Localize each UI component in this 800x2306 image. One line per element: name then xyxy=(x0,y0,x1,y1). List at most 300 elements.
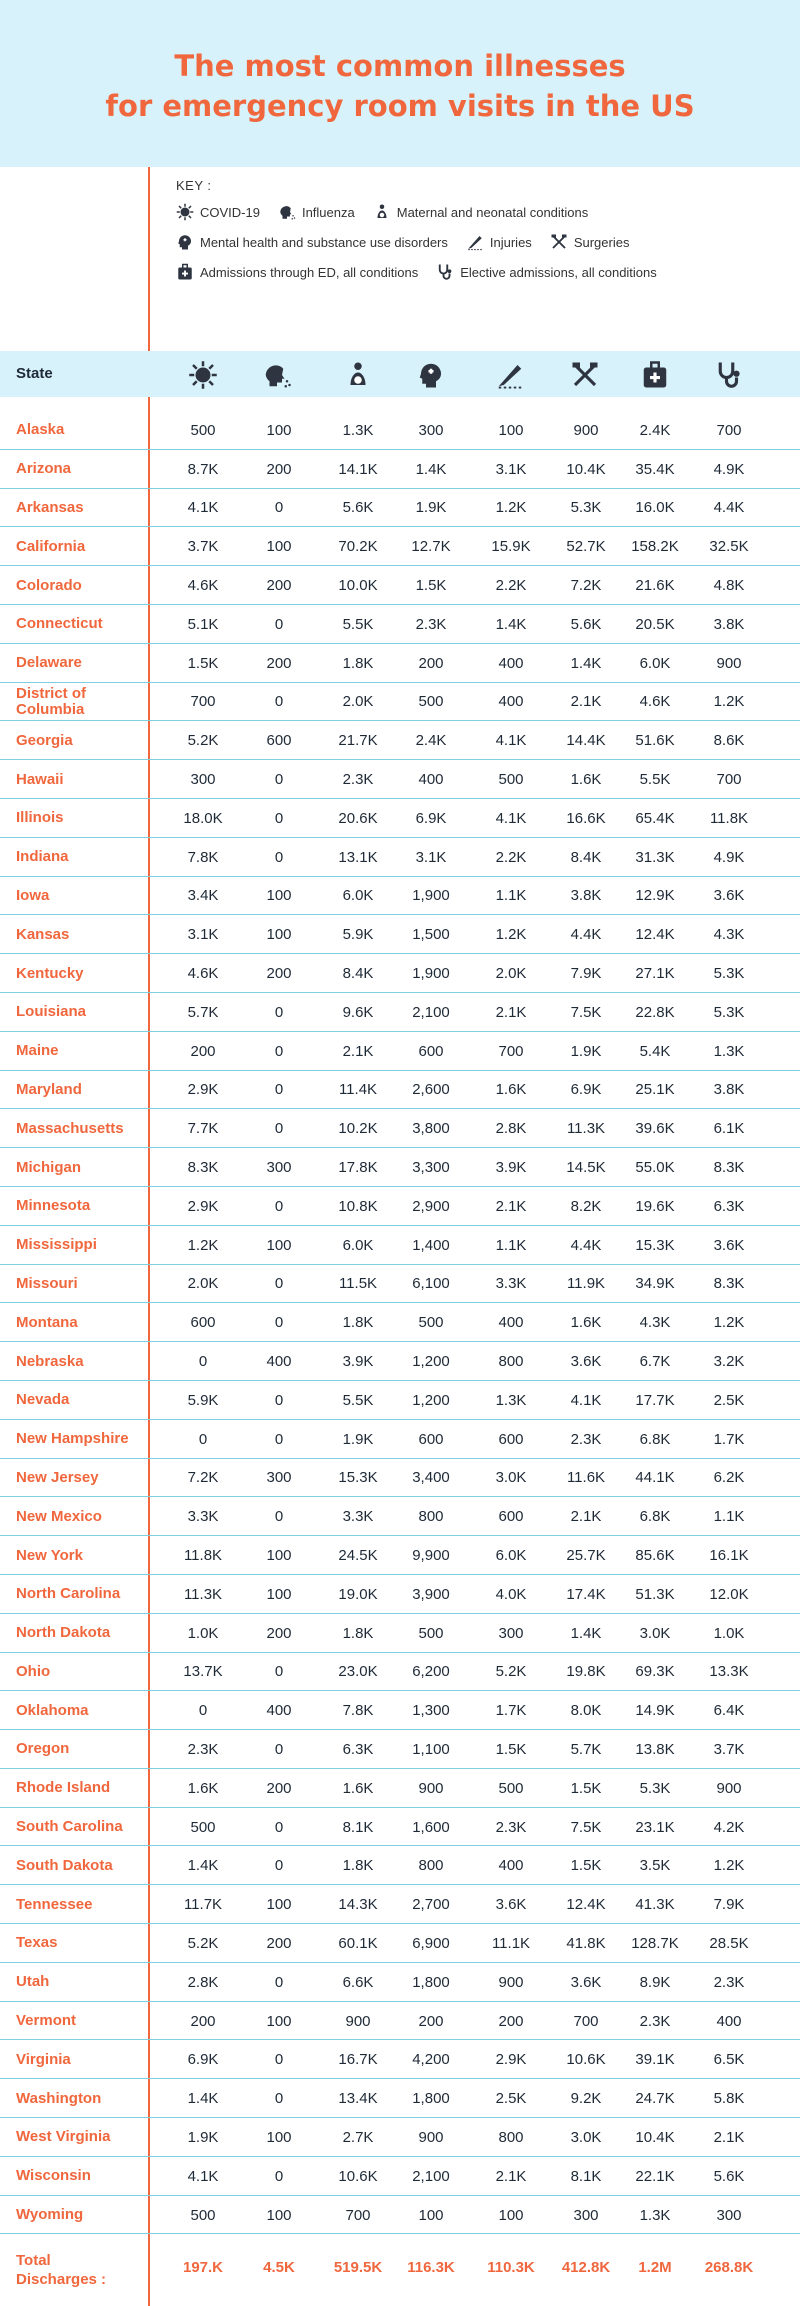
cell-injuries: 400 xyxy=(498,1857,524,1875)
title-line-2: for emergency room visits in the US xyxy=(105,89,695,123)
table-row xyxy=(0,1459,800,1498)
cell-elective: 6.4K xyxy=(713,1702,745,1720)
cell-covid: 4.6K xyxy=(187,577,219,595)
cell-influenza: 200 xyxy=(266,965,292,983)
table-row xyxy=(0,1575,800,1614)
cell-covid: 700 xyxy=(190,693,216,711)
cell-surgeries: 4.1K xyxy=(570,1391,602,1409)
table-row xyxy=(0,450,800,489)
table-row xyxy=(0,1071,800,1110)
state-name: North Carolina xyxy=(16,1585,121,1603)
cell-elective: 6.5K xyxy=(713,2051,745,2069)
total-surgeries: 412.8K xyxy=(561,2259,611,2276)
cell-elective: 3.7K xyxy=(713,1740,745,1758)
totals-label xyxy=(16,2251,146,2289)
cell-maternal: 14.1K xyxy=(338,460,378,478)
cell-elective: 5.8K xyxy=(713,2090,745,2108)
table-row xyxy=(0,1497,800,1536)
cell-mental-health: 1,500 xyxy=(412,926,450,944)
legend-mental-label: Mental health and substance use disorders xyxy=(200,234,448,250)
legend-admissions-label: Admissions through ED, all conditions xyxy=(200,264,419,280)
cell-surgeries: 7.2K xyxy=(570,577,602,595)
cell-injuries: 1.3K xyxy=(495,1391,527,1409)
cell-elective: 3.6K xyxy=(713,887,745,905)
table-row xyxy=(0,1342,800,1381)
cell-influenza: 0 xyxy=(274,1003,284,1021)
cell-mental-health: 600 xyxy=(418,1430,444,1448)
cell-maternal: 1.6K xyxy=(342,1779,374,1797)
cell-maternal: 10.6K xyxy=(338,2167,378,2185)
cell-admissions: 44.1K xyxy=(635,1469,675,1487)
cell-maternal: 13.1K xyxy=(338,848,378,866)
cell-influenza: 0 xyxy=(274,1314,284,1332)
cell-elective: 6.3K xyxy=(713,1197,745,1215)
cell-influenza: 100 xyxy=(266,926,292,944)
table-row xyxy=(0,644,800,683)
cell-influenza: 0 xyxy=(274,1508,284,1526)
cell-surgeries: 1.9K xyxy=(570,1042,602,1060)
cell-influenza: 0 xyxy=(274,693,284,711)
cell-maternal: 9.6K xyxy=(342,1003,374,1021)
cell-elective: 8.6K xyxy=(713,732,745,750)
cell-covid: 18.0K xyxy=(183,809,223,827)
totals-label-line-1: Total xyxy=(16,2252,51,2269)
cell-injuries: 1.2K xyxy=(495,926,527,944)
cell-covid: 500 xyxy=(190,2206,216,2224)
table-row xyxy=(0,1924,800,1963)
cell-surgeries: 4.4K xyxy=(570,1236,602,1254)
cell-admissions: 35.4K xyxy=(635,460,675,478)
table-row xyxy=(0,1187,800,1226)
cell-admissions: 17.7K xyxy=(635,1391,675,1409)
table-row xyxy=(0,1226,800,1265)
cell-admissions: 69.3K xyxy=(635,1663,675,1681)
table-row xyxy=(0,683,800,722)
legend-maternal xyxy=(373,203,589,221)
table-row xyxy=(0,1303,800,1342)
table-row xyxy=(0,760,800,799)
legend-maternal-label: Maternal and neonatal conditions xyxy=(396,204,589,220)
cell-covid: 1.0K xyxy=(187,1624,219,1642)
state-name: California xyxy=(16,537,86,555)
cell-admissions: 22.1K xyxy=(635,2167,675,2185)
admissions-icon xyxy=(176,263,194,281)
cell-mental-health: 1,300 xyxy=(412,1702,450,1720)
cell-injuries: 1.4K xyxy=(495,615,527,633)
injuries-icon xyxy=(495,360,525,390)
cell-admissions: 128.7K xyxy=(631,1934,679,1952)
state-name: Illinois xyxy=(16,809,64,827)
cell-maternal: 5.9K xyxy=(342,926,374,944)
cell-elective: 5.3K xyxy=(713,1003,745,1021)
total-injuries: 110.3K xyxy=(487,2259,535,2276)
cell-mental-health: 2.4K xyxy=(415,732,447,750)
covid-icon xyxy=(176,203,194,221)
cell-covid: 200 xyxy=(190,2012,216,2030)
cell-injuries: 1.5K xyxy=(495,1740,527,1758)
cell-covid: 5.2K xyxy=(187,732,219,750)
cell-covid: 0 xyxy=(198,1702,208,1720)
cell-injuries: 3.0K xyxy=(495,1469,527,1487)
cell-mental-health: 500 xyxy=(418,693,444,711)
cell-surgeries: 8.4K xyxy=(570,848,602,866)
cell-elective: 1.3K xyxy=(713,1042,745,1060)
cell-admissions: 51.3K xyxy=(635,1585,675,1603)
cell-surgeries: 1.5K xyxy=(570,1779,602,1797)
cell-elective: 900 xyxy=(716,654,742,672)
cell-covid: 600 xyxy=(190,1314,216,1332)
cell-covid: 13.7K xyxy=(183,1663,223,1681)
legend-elective-label: Elective admissions, all conditions xyxy=(460,264,657,280)
table-row xyxy=(0,721,800,760)
cell-admissions: 16.0K xyxy=(635,499,675,517)
state-name: Georgia xyxy=(16,731,73,749)
cell-elective: 1.2K xyxy=(713,1314,745,1332)
cell-elective: 700 xyxy=(716,421,742,439)
state-name: Oregon xyxy=(16,1740,70,1758)
state-name: Wyoming xyxy=(16,2206,84,2224)
cell-maternal: 900 xyxy=(345,2012,371,2030)
cell-maternal: 2.1K xyxy=(342,1042,374,1060)
cell-injuries: 2.3K xyxy=(495,1818,527,1836)
cell-injuries: 1.7K xyxy=(495,1702,527,1720)
cell-admissions: 24.7K xyxy=(635,2090,675,2108)
cell-covid: 5.7K xyxy=(187,1003,219,1021)
cell-injuries: 5.2K xyxy=(495,1663,527,1681)
cell-injuries: 700 xyxy=(498,1042,524,1060)
cell-elective: 5.6K xyxy=(713,2167,745,2185)
cell-injuries: 500 xyxy=(498,1779,524,1797)
cell-admissions: 4.6K xyxy=(639,693,671,711)
cell-influenza: 200 xyxy=(266,577,292,595)
cell-covid: 6.9K xyxy=(187,2051,219,2069)
cell-admissions: 6.7K xyxy=(639,1353,671,1371)
cell-maternal: 2.7K xyxy=(342,2128,374,2146)
cell-elective: 3.8K xyxy=(713,1081,745,1099)
table-row xyxy=(0,1032,800,1071)
state-name: Colorado xyxy=(16,576,82,594)
cell-elective: 300 xyxy=(716,2206,742,2224)
table-row xyxy=(0,1109,800,1148)
cell-surgeries: 8.0K xyxy=(570,1702,602,1720)
cell-elective: 3.2K xyxy=(713,1353,745,1371)
cell-elective: 2.1K xyxy=(713,2128,745,2146)
table-row xyxy=(0,1691,800,1730)
cell-influenza: 0 xyxy=(274,2090,284,2108)
cell-elective: 4.2K xyxy=(713,1818,745,1836)
cell-influenza: 0 xyxy=(274,1857,284,1875)
cell-influenza: 0 xyxy=(274,615,284,633)
injuries-icon xyxy=(466,233,484,251)
totals-row xyxy=(0,2233,800,2306)
cell-admissions: 8.9K xyxy=(639,1973,671,1991)
state-name: North Dakota xyxy=(16,1624,111,1642)
cell-elective: 4.4K xyxy=(713,499,745,517)
cell-injuries: 15.9K xyxy=(491,538,531,556)
cell-maternal: 16.7K xyxy=(338,2051,378,2069)
totals-label-line-2: Discharges : xyxy=(16,2271,107,2288)
state-name: Michigan xyxy=(16,1158,82,1176)
legend-injuries-label: Injuries xyxy=(489,234,532,250)
cell-covid: 3.1K xyxy=(187,926,219,944)
cell-admissions: 65.4K xyxy=(635,809,675,827)
cell-influenza: 200 xyxy=(266,460,292,478)
cell-injuries: 2.8K xyxy=(495,1120,527,1138)
cell-mental-health: 300 xyxy=(418,421,444,439)
cell-influenza: 0 xyxy=(274,2051,284,2069)
cell-surgeries: 6.9K xyxy=(570,1081,602,1099)
cell-injuries: 600 xyxy=(498,1508,524,1526)
cell-maternal: 10.0K xyxy=(338,577,378,595)
cell-admissions: 12.4K xyxy=(635,926,675,944)
table-row xyxy=(0,1730,800,1769)
cell-surgeries: 900 xyxy=(573,421,599,439)
table-row xyxy=(0,489,800,528)
cell-covid: 2.0K xyxy=(187,1275,219,1293)
cell-surgeries: 12.4K xyxy=(566,1896,606,1914)
total-influenza: 4.5K xyxy=(263,2259,295,2276)
cell-elective: 28.5K xyxy=(709,1934,749,1952)
cell-covid: 1.4K xyxy=(187,2090,219,2108)
cell-covid: 11.7K xyxy=(183,1896,223,1914)
cell-surgeries: 5.6K xyxy=(570,615,602,633)
cell-injuries: 100 xyxy=(498,421,524,439)
cell-maternal: 5.6K xyxy=(342,499,374,517)
cell-maternal: 11.4K xyxy=(338,1081,378,1099)
cell-injuries: 400 xyxy=(498,1314,524,1332)
state-name: District of Columbia xyxy=(16,684,87,718)
cell-mental-health: 900 xyxy=(418,2128,444,2146)
state-name: Montana xyxy=(16,1313,78,1331)
cell-admissions: 85.6K xyxy=(635,1547,675,1564)
total-mental-health: 116.3K xyxy=(407,2259,455,2276)
cell-admissions: 39.6K xyxy=(635,1120,675,1138)
cell-surgeries: 7.5K xyxy=(570,1003,602,1021)
cell-influenza: 100 xyxy=(266,2012,292,2030)
legend-label: KEY : xyxy=(176,178,212,193)
cell-mental-health: 1,800 xyxy=(412,1973,450,1991)
legend xyxy=(176,178,796,293)
table-row xyxy=(0,1963,800,2002)
state-name: Mississippi xyxy=(16,1236,97,1254)
cell-injuries: 1.6K xyxy=(495,1081,527,1099)
cell-admissions: 13.8K xyxy=(635,1740,675,1758)
legend-admissions xyxy=(176,263,418,281)
cell-mental-health: 1,900 xyxy=(412,887,450,905)
surgeries-icon xyxy=(550,233,568,251)
cell-admissions: 4.3K xyxy=(639,1314,671,1332)
cell-mental-health: 1,400 xyxy=(412,1236,450,1254)
cell-influenza: 0 xyxy=(274,1973,284,1991)
cell-mental-health: 3,900 xyxy=(412,1585,450,1603)
state-name: New York xyxy=(16,1546,83,1564)
cell-admissions: 6.0K xyxy=(639,654,671,672)
state-name: Iowa xyxy=(16,886,50,904)
state-name: Massachusetts xyxy=(16,1119,124,1137)
cell-maternal: 1.3K xyxy=(342,421,374,439)
cell-covid: 4.6K xyxy=(187,965,219,983)
cell-mental-health: 1.5K xyxy=(415,577,447,595)
table-row xyxy=(0,2002,800,2041)
cell-admissions: 5.3K xyxy=(639,1779,671,1797)
cell-injuries: 300 xyxy=(498,1624,524,1642)
cell-injuries: 2.1K xyxy=(495,1003,527,1021)
table-row xyxy=(0,1885,800,1924)
cell-surgeries: 14.5K xyxy=(566,1159,606,1177)
cell-elective: 700 xyxy=(716,771,742,789)
table-row xyxy=(0,2118,800,2157)
cell-mental-health: 1,600 xyxy=(412,1818,450,1836)
cell-admissions: 21.6K xyxy=(635,577,675,595)
cell-surgeries: 8.2K xyxy=(570,1197,602,1215)
cell-influenza: 100 xyxy=(266,887,292,905)
cell-influenza: 0 xyxy=(274,1081,284,1099)
cell-surgeries: 5.7K xyxy=(570,1740,602,1758)
cell-influenza: 0 xyxy=(274,499,284,517)
cell-maternal: 1.8K xyxy=(342,1314,374,1332)
cell-influenza: 0 xyxy=(274,848,284,866)
legend-covid xyxy=(176,203,260,221)
cell-injuries: 3.1K xyxy=(495,460,527,478)
cell-admissions: 2.3K xyxy=(639,2012,671,2030)
state-name: Vermont xyxy=(16,2012,77,2030)
cell-surgeries: 17.4K xyxy=(566,1585,606,1603)
cell-elective: 7.9K xyxy=(713,1896,745,1914)
cell-influenza: 100 xyxy=(266,1236,292,1254)
cell-elective: 8.3K xyxy=(713,1159,745,1177)
cell-covid: 5.1K xyxy=(187,615,219,633)
cell-surgeries: 2.3K xyxy=(570,1430,602,1448)
cell-admissions: 10.4K xyxy=(635,2128,675,2146)
cell-surgeries: 11.3K xyxy=(566,1120,606,1138)
cell-influenza: 0 xyxy=(274,1042,284,1060)
cell-admissions: 19.6K xyxy=(635,1197,675,1215)
cell-surgeries: 2.1K xyxy=(570,693,602,711)
cell-surgeries: 2.1K xyxy=(570,1508,602,1526)
cell-mental-health: 2,700 xyxy=(412,1896,450,1914)
cell-injuries: 500 xyxy=(498,771,524,789)
cell-surgeries: 4.4K xyxy=(570,926,602,944)
cell-maternal: 20.6K xyxy=(338,809,378,827)
cell-elective: 11.8K xyxy=(709,809,749,827)
cell-elective: 400 xyxy=(716,2012,742,2030)
cell-injuries: 4.0K xyxy=(495,1585,527,1603)
cell-elective: 3.6K xyxy=(713,1236,745,1254)
cell-covid: 4.1K xyxy=(187,2167,219,2185)
cell-elective: 2.3K xyxy=(713,1973,745,1991)
cell-covid: 5.9K xyxy=(187,1391,219,1409)
cell-influenza: 200 xyxy=(266,1779,292,1797)
state-name: New Jersey xyxy=(16,1468,99,1486)
cell-injuries: 4.1K xyxy=(495,732,527,750)
cell-influenza: 0 xyxy=(274,1430,284,1448)
cell-elective: 4.9K xyxy=(713,848,745,866)
cell-maternal: 6.0K xyxy=(342,887,374,905)
cell-maternal: 5.5K xyxy=(342,615,374,633)
cell-elective: 1.2K xyxy=(713,693,745,711)
cell-injuries: 1.1K xyxy=(495,1236,527,1254)
cell-elective: 16.1K xyxy=(709,1547,749,1564)
cell-covid: 7.8K xyxy=(187,848,219,866)
cell-covid: 1.9K xyxy=(187,2128,219,2146)
cell-mental-health: 1,200 xyxy=(412,1353,450,1371)
cell-mental-health: 9,900 xyxy=(412,1547,450,1564)
cell-covid: 0 xyxy=(198,1353,208,1371)
cell-influenza: 400 xyxy=(266,1353,292,1371)
table-row xyxy=(0,2157,800,2196)
cell-surgeries: 19.8K xyxy=(566,1663,606,1681)
cell-injuries: 3.3K xyxy=(495,1275,527,1293)
cell-mental-health: 6,900 xyxy=(412,1934,450,1952)
covid-icon xyxy=(188,360,218,390)
cell-influenza: 0 xyxy=(274,1275,284,1293)
cell-maternal: 70.2K xyxy=(338,538,378,556)
cell-maternal: 3.3K xyxy=(342,1508,374,1526)
cell-surgeries: 11.9K xyxy=(566,1275,606,1293)
cell-elective: 900 xyxy=(716,1779,742,1797)
table-row xyxy=(0,1265,800,1304)
cell-injuries: 100 xyxy=(498,2206,524,2224)
state-name: Nevada xyxy=(16,1391,70,1409)
cell-surgeries: 3.6K xyxy=(570,1353,602,1371)
cell-elective: 1.1K xyxy=(713,1508,745,1526)
cell-influenza: 400 xyxy=(266,1702,292,1720)
legend-injuries xyxy=(466,233,532,251)
cell-maternal: 3.9K xyxy=(342,1353,374,1371)
elective-icon xyxy=(436,263,454,281)
cell-influenza: 200 xyxy=(266,654,292,672)
cell-surgeries: 11.6K xyxy=(566,1469,606,1487)
influenza-icon xyxy=(262,360,292,390)
table-row xyxy=(0,1769,800,1808)
cell-surgeries: 25.7K xyxy=(566,1547,606,1564)
cell-mental-health: 2,100 xyxy=(412,2167,450,2185)
total-admissions: 1.2M xyxy=(638,2259,672,2276)
cell-mental-health: 12.7K xyxy=(411,538,451,556)
state-name: Kansas xyxy=(16,925,70,943)
cell-admissions: 14.9K xyxy=(635,1702,675,1720)
cell-mental-health: 1,200 xyxy=(412,1391,450,1409)
table-row xyxy=(0,1614,800,1653)
table-header xyxy=(0,351,800,397)
table-row xyxy=(0,1420,800,1459)
cell-surgeries: 52.7K xyxy=(566,538,606,556)
cell-surgeries: 300 xyxy=(573,2206,599,2224)
cell-influenza: 0 xyxy=(274,771,284,789)
cell-maternal: 10.2K xyxy=(338,1120,378,1138)
cell-injuries: 2.0K xyxy=(495,965,527,983)
cell-influenza: 600 xyxy=(266,732,292,750)
cell-covid: 3.4K xyxy=(187,887,219,905)
cell-influenza: 0 xyxy=(274,1120,284,1138)
cell-admissions: 6.8K xyxy=(639,1508,671,1526)
state-name: Washington xyxy=(16,2089,102,2107)
legend-mental-health xyxy=(176,233,448,251)
cell-influenza: 300 xyxy=(266,1469,292,1487)
state-name: Kentucky xyxy=(16,964,84,982)
cell-covid: 2.9K xyxy=(187,1081,219,1099)
cell-covid: 300 xyxy=(190,771,216,789)
cell-surgeries: 1.4K xyxy=(570,654,602,672)
cell-admissions: 39.1K xyxy=(635,2051,675,2069)
cell-maternal: 1.8K xyxy=(342,1624,374,1642)
cell-surgeries: 5.3K xyxy=(570,499,602,517)
cell-covid: 7.7K xyxy=(187,1120,219,1138)
cell-covid: 1.6K xyxy=(187,1779,219,1797)
state-name: New Mexico xyxy=(16,1507,102,1525)
cell-injuries: 1.1K xyxy=(495,887,527,905)
cell-injuries: 900 xyxy=(498,1973,524,1991)
